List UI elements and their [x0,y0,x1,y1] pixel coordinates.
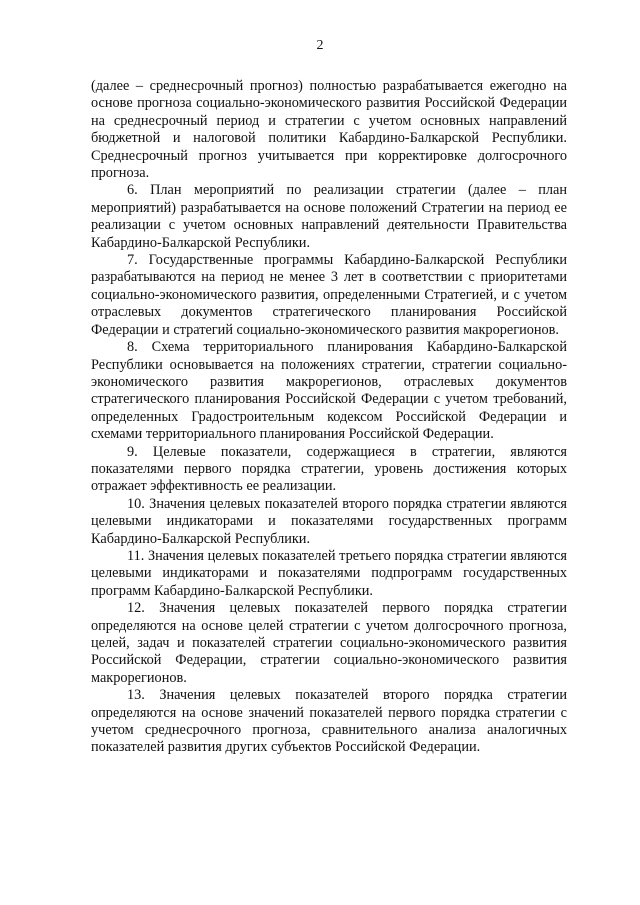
paragraph-13: 13. Значения целевых показателей второго порядка стратегии определяются на основе значений показателей первого порядка стратегии с учетом среднесрочного прогноза, сравнительного анализа аналогичных показателей развития других субъектов Российской Федерации. [91,687,567,756]
page-number: 2 [316,38,324,53]
paragraph-7: 7. Государственные программы Кабардино-Балкарской Республики разрабатываются на период не менее 3 лет в соответствии с приоритетами социально-экономического развития, определенными Стратегией, и с учетом отраслевых документов стратегического планирования Российской Федерации и стратегий социально-экономического развития макрорегионов. [91,252,567,338]
paragraph-9: 9. Целевые показатели, содержащиеся в стратегии, являются показателями первого порядка стратегии, уровень достижения которых отражает эффективность ее реализации. [91,443,567,495]
paragraph-continuation: (далее – среднесрочный прогноз) полностью разрабатывается ежегодно на основе прогноза социально-экономического развития Российской Федерации на среднесрочный период и стратегии с учетом основных направлений бюджетной и налоговой политики Кабардино-Балкарской Республики. Среднесрочный прогноз учитывается при корректировке долгосрочного прогноза. [91,78,567,182]
paragraph-6: 6. План мероприятий по реализации стратегии (далее – план мероприятий) разрабатывается на основе положений Стратегии на период ее реализации с учетом основных направлений деятельности Правительства Кабардино-Балкарской Республики. [91,182,567,251]
paragraph-8: 8. Схема территориального планирования Кабардино-Балкарской Республики основывается на положениях стратегии, стратегии социально-экономического развития макрорегионов, отраслевых документов стратегического планирования Российской Федерации с учетом требований, определенных Градостроительным кодексом Российской Федерации и схемами территориального планирования Российской Федерации. [91,339,567,443]
paragraph-11: 11. Значения целевых показателей третьего порядка стратегии являются целевыми индикаторами и показателями подпрограмм государственных программ Кабардино-Балкарской Республики. [91,547,567,599]
document-body [91,78,567,757]
paragraph-12: 12. Значения целевых показателей первого порядка стратегии определяются на основе целей стратегии с учетом долгосрочного прогноза, целей, задач и показателей стратегии социально-экономического развития Российской Федерации, стратегии социально-экономического развития макрорегионов. [91,600,567,686]
paragraph-10: 10. Значения целевых показателей второго порядка стратегии являются целевыми индикаторами и показателями государственных программ Кабардино-Балкарской Республики. [91,495,567,547]
